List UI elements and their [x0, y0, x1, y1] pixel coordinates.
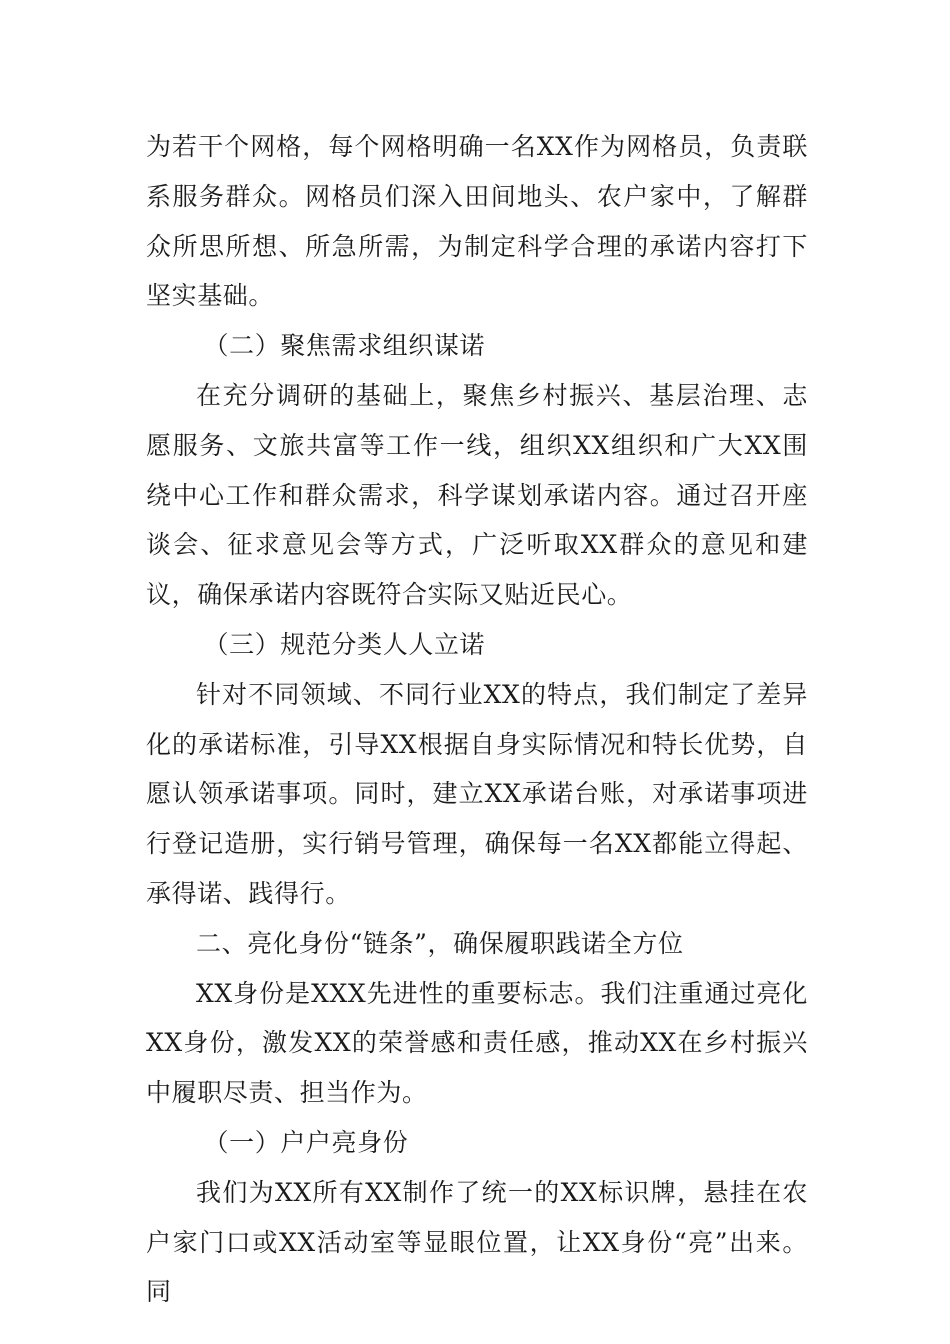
subheading-focus-needs: （二）聚焦需求组织谋诺 [203, 331, 486, 361]
heading-section-two: 二、亮化身份“链条”，确保履职践诺全方位 [196, 928, 684, 958]
subheading-household-identity: （一）户户亮身份 [203, 1127, 409, 1157]
paragraph-identity-plates: 我们为XX所有XX制作了统一的XX标识牌，悬挂在农户家门口或XX活动室等显眼位置，让XX身份“亮”出来。同 [146, 1177, 808, 1307]
paragraph-differentiated-standards: 针对不同领域、不同行业XX的特点，我们制定了差异化的承诺标准，引导XX根据自身实际情况和特长优势，自愿认领承诺事项。同时，建立XX承诺台账，对承诺事项进行登记造册，实行销号管理，确保每一名XX都能立得起、承得诺、践得行。 [146, 679, 808, 908]
document-body [146, 122, 808, 1317]
subheading-classified-pledges: （三）规范分类人人立诺 [203, 629, 486, 659]
paragraph-grid-members: 为若干个网格，每个网格明确一名XX作为网格员，负责联系服务群众。网格员们深入田间地头、农户家中，了解群众所思所想、所急所需，为制定科学合理的承诺内容打下坚实基础。 [146, 132, 808, 311]
paragraph-research-basis: 在充分调研的基础上，聚焦乡村振兴、基层治理、志愿服务、文旅共富等工作一线，组织XX组织和广大XX围绕中心工作和群众需求，科学谋划承诺内容。通过召开座谈会、征求意见会等方式，广泛听取XX群众的意见和建议，确保承诺内容既符合实际又贴近民心。 [146, 380, 808, 610]
paragraph-identity-importance: XX身份是XXX先进性的重要标志。我们注重通过亮化XX身份，激发XX的荣誉感和责任感，推动XX在乡村振兴中履职尽责、担当作为。 [146, 978, 808, 1108]
